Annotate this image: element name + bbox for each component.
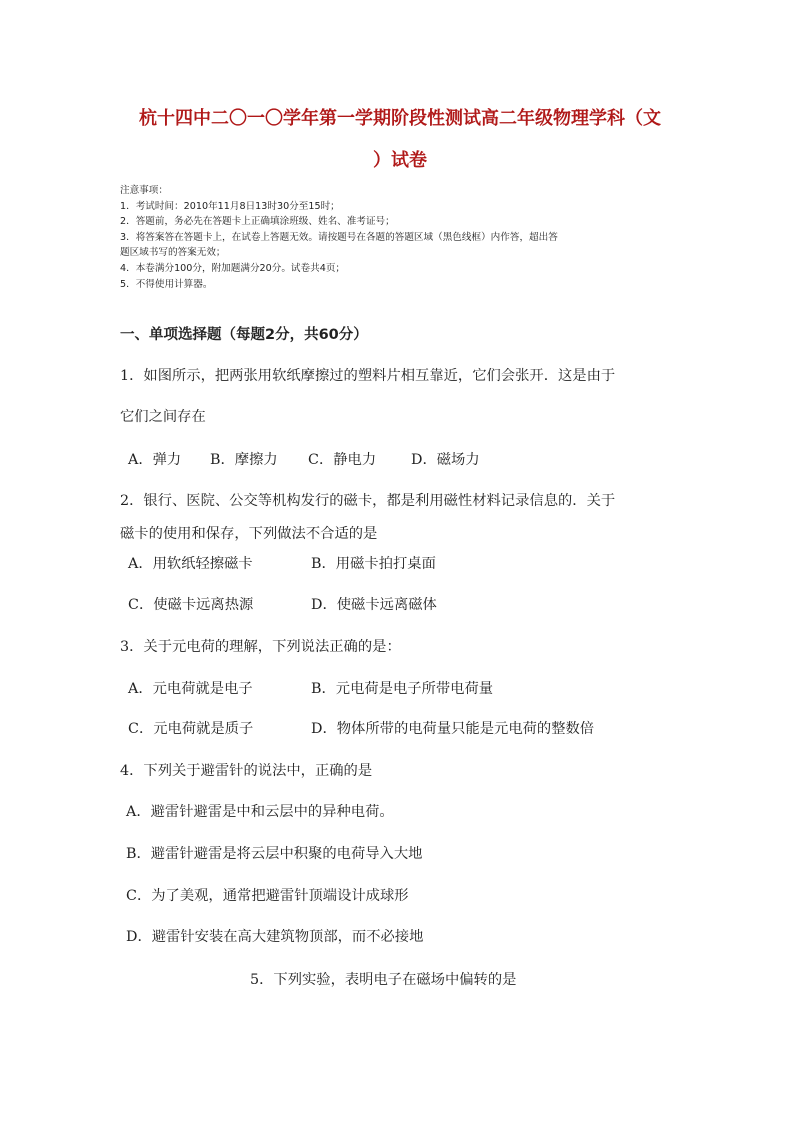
notes-item: 4．本卷满分100分，附加题满分20分。试卷共4页； [120, 262, 346, 274]
question-3-option-b: B．元电荷是电子所带电荷量 [311, 681, 494, 697]
question-2-option-c: C．使磁卡远离热源 [128, 597, 254, 613]
question-4-option-c: C．为了美观，通常把避雷针顶端设计成球形 [126, 888, 409, 904]
question-2-text-line-2: 磁卡的使用和保存，下列做法不合适的是 [120, 526, 378, 542]
question-1-text-line-1: 1．如图所示，把两张用软纸摩擦过的塑料片相互靠近，它们会张开．这是由于 [120, 368, 616, 384]
notes-item: 2．答题前，务必先在答题卡上正确填涂班级、姓名、准考证号； [120, 216, 395, 228]
question-4-option-a: A．避雷针避雷是中和云层中的异种电荷。 [126, 804, 394, 820]
question-1-text-line-2: 它们之间存在 [120, 409, 206, 425]
question-4-option-b: B．避雷针避雷是将云层中积聚的电荷导入大地 [126, 846, 423, 862]
question-3-option-d: D．物体所带的电荷量只能是元电荷的整数倍 [311, 721, 595, 737]
notes-item: 5．不得使用计算器。 [120, 278, 213, 290]
question-3-option-c: C．元电荷就是质子 [128, 721, 254, 737]
notes-item: 1．考试时间：2010年11月8日13时30分至15时； [120, 200, 340, 212]
notes-heading: 注意事项： [120, 185, 168, 196]
question-1-option-c: C．静电力 [308, 452, 377, 468]
question-5-text-line-1: 5．下列实验，表明电子在磁场中偏转的是 [250, 972, 517, 988]
notes-item: 题区域书写的答案无效； [120, 247, 226, 259]
section-heading-single-choice: 一、单项选择题（每题2分，共60分） [120, 327, 368, 343]
question-2-text-line-1: 2．银行、医院、公交等机构发行的磁卡，都是利用磁性材料记录信息的．关于 [120, 493, 616, 509]
question-3-text-line-1: 3．关于元电荷的理解，下列说法正确的是： [120, 639, 401, 655]
question-1-option-a: A．弹力 [128, 452, 182, 468]
question-1-option-b: B．摩擦力 [210, 452, 278, 468]
question-4-option-d: D．避雷针安装在高大建筑物顶部，而不必接地 [126, 929, 424, 945]
exam-title-line-2: ）试卷 [373, 150, 427, 171]
question-2-option-a: A．用软纸轻擦磁卡 [128, 556, 253, 572]
exam-notes [120, 183, 680, 292]
question-4-text-line-1: 4．下列关于避雷针的说法中，正确的是 [120, 763, 373, 779]
question-2-option-d: D．使磁卡远离磁体 [311, 597, 437, 613]
question-3-option-a: A．元电荷就是电子 [128, 681, 253, 697]
notes-item: 3．将答案答在答题卡上，在试卷上答题无效。请按题号在各题的答题区域（黑色线框）内作答，超出答 [120, 231, 558, 243]
question-1-option-d: D．磁场力 [411, 452, 480, 468]
exam-title-line-1: 杭十四中二〇一〇学年第一学期阶段性测试高二年级物理学科（文 [139, 108, 661, 129]
question-2-option-b: B．用磁卡拍打桌面 [311, 556, 436, 572]
